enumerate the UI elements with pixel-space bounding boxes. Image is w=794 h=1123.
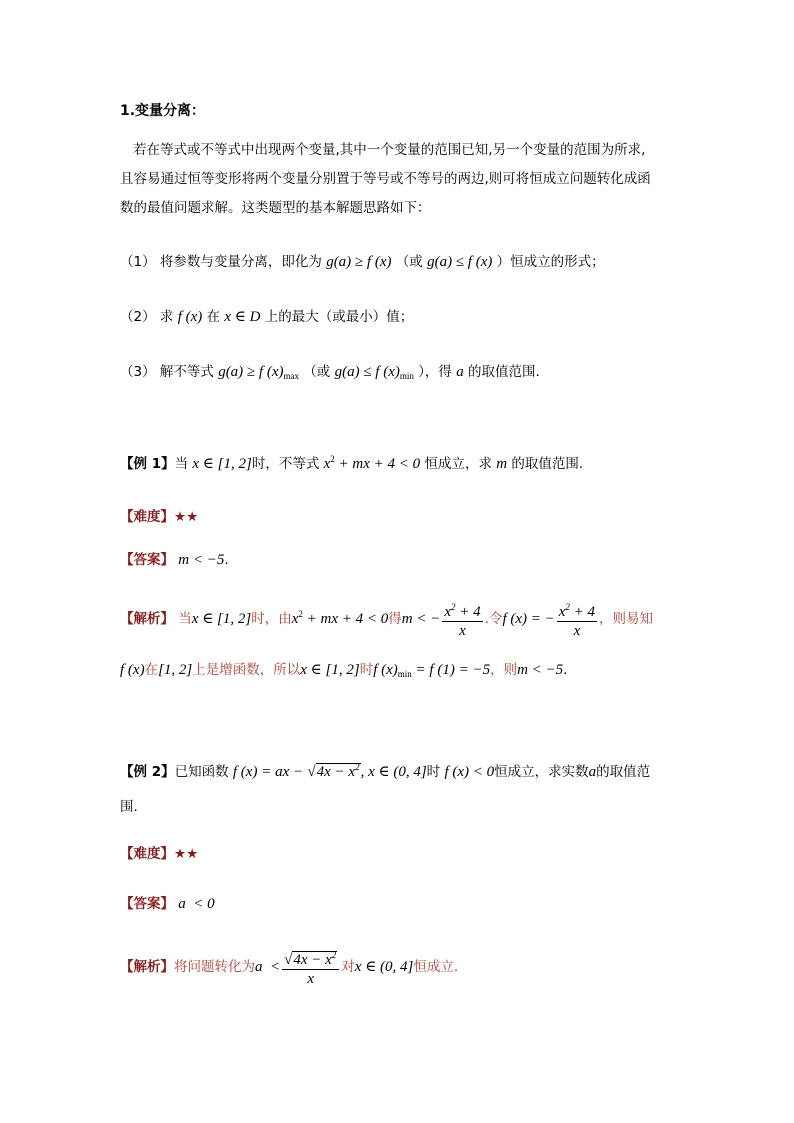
question-text: 时，不等式 — [251, 456, 320, 472]
example-2-analysis — [120, 946, 680, 988]
step-2-text: 上的最大（或最小）值； — [264, 309, 414, 325]
step-3-text: 解不等式 — [159, 364, 214, 380]
answer-value: a < 0 — [178, 896, 215, 912]
fraction-denominator: x — [573, 623, 581, 639]
analysis-math: f (x) = − — [502, 611, 555, 627]
example-2-difficulty — [120, 842, 680, 862]
question-text: 时 — [426, 764, 441, 780]
fraction-numerator: 4x − x — [293, 952, 332, 968]
question-text: 恒成立，求 — [424, 456, 492, 472]
step-3-math: g(a) ≤ f (x) — [334, 364, 400, 380]
radicand-text: 4x − x — [316, 764, 356, 780]
sqrt-sign-icon: √ — [284, 952, 293, 968]
question-text: 已知函数 — [174, 764, 229, 780]
analysis-math: x ∈ [1, 2] — [300, 662, 360, 678]
example-1-difficulty — [120, 505, 680, 525]
fraction-numerator: x — [558, 604, 566, 620]
answer-value: m < −5 — [178, 552, 225, 568]
fraction-denominator: x — [307, 971, 315, 987]
fraction-denominator: x — [459, 623, 466, 639]
analysis-text: 对 — [341, 959, 355, 975]
analysis-text: .令 — [484, 611, 503, 627]
step-3 — [120, 360, 680, 381]
intro-line-1: 若在等式或不等式中出现两个变量,其中一个变量的范围已知,另一个变量的范围为所求, — [133, 142, 646, 158]
step-3-subscript: max — [283, 371, 299, 381]
analysis-label: 【解析】 — [120, 611, 174, 627]
analysis-text: 时 — [359, 662, 374, 678]
superscript: 2 — [330, 454, 335, 464]
question-math: + mx + 4 < 0 — [334, 456, 421, 472]
analysis-math: m < −5 — [517, 662, 564, 678]
step-1-math: g(a) ≤ f (x) — [427, 254, 493, 270]
superscript: 2 — [451, 602, 456, 612]
example-2-answer — [120, 892, 680, 913]
analysis-label: 【解析】 — [120, 959, 174, 975]
question-math: m — [496, 456, 508, 472]
question-text: 的取值范围. — [511, 456, 584, 472]
question-text: 的取值范 — [596, 764, 651, 780]
analysis-math: x — [291, 611, 299, 627]
step-3-text: （或 — [303, 364, 331, 380]
step-1-math: g(a) ≥ f (x) — [326, 254, 392, 270]
superscript: 2 — [331, 950, 337, 960]
analysis-math: x ∈ [1, 2] — [191, 611, 252, 627]
step-1-text: 将参数与变量分离，即化为 — [159, 254, 322, 270]
step-1-text: （或 — [395, 254, 423, 270]
question-math: x ∈ [1, 2] — [192, 456, 252, 472]
step-1 — [120, 250, 680, 271]
question-text: 围. — [120, 799, 138, 815]
step-2-text: 在 — [206, 309, 221, 325]
analysis-text: 上是增函数，所以 — [192, 662, 301, 678]
step-1-number: （1） — [120, 254, 156, 270]
difficulty-stars-icon: ★★ — [174, 509, 199, 525]
analysis-math: = f (1) = −5 — [411, 662, 491, 678]
fraction — [282, 946, 339, 988]
answer-label: 【答案】 — [120, 552, 174, 568]
intro-line-3: 数的最值问题求解。这类题型的基本解题思路如下： — [120, 200, 431, 216]
analysis-math: f (x) — [373, 662, 398, 678]
fraction — [557, 598, 597, 640]
question-math: f (x) < 0 — [444, 764, 495, 780]
step-1-text: ）恒成立的形式； — [496, 254, 605, 270]
sqrt-radicand — [316, 763, 361, 780]
section-title: 1.变量分离： — [120, 103, 206, 119]
analysis-math: x ∈ (0, 4] — [354, 959, 414, 975]
step-3-math: g(a) ≥ f (x) — [218, 364, 284, 380]
step-3-text: ），得 — [418, 364, 452, 380]
difficulty-label: 【难度】 — [120, 846, 174, 862]
answer-tail: . — [224, 552, 229, 568]
example-1-label: 【例 1】 — [120, 456, 175, 472]
analysis-text: 在 — [144, 662, 159, 678]
intro-line-2: 且容易通过恒等变形将两个变量分别置于等号或不等号的两边,则可将恒成立问题转化成函 — [120, 171, 651, 187]
sqrt-sign-icon: √ — [307, 764, 316, 780]
step-3-number: （3） — [120, 364, 156, 380]
question-math: , x ∈ (0, 4] — [360, 764, 427, 780]
analysis-text: ，则 — [490, 662, 518, 678]
question-math: a — [588, 764, 597, 780]
analysis-text: 将问题转化为 — [174, 959, 255, 975]
example-1-analysis-line-1 — [120, 598, 680, 640]
analysis-math: [1, 2] — [158, 662, 193, 678]
step-2-math: f (x) — [177, 309, 203, 325]
example-1-question — [120, 452, 680, 473]
analysis-text: 当 — [178, 611, 192, 627]
answer-label: 【答案】 — [120, 896, 174, 912]
analysis-text: 得 — [388, 611, 402, 627]
analysis-math: m < − — [401, 611, 441, 627]
superscript: 2 — [298, 609, 303, 619]
step-2-math: x ∈ D — [224, 309, 261, 325]
fraction-numerator: x — [444, 604, 452, 620]
question-text: 恒成立，求实数 — [494, 764, 589, 780]
example-1-answer — [120, 548, 680, 569]
fraction — [442, 598, 482, 640]
step-2-number: （2） — [120, 309, 156, 325]
example-2-question — [120, 760, 680, 781]
difficulty-stars-icon: ★★ — [174, 846, 199, 862]
analysis-text: 恒成立. — [413, 959, 459, 975]
question-math: f (x) = ax − — [232, 764, 304, 780]
step-2-text: 求 — [159, 309, 174, 325]
analysis-text: ，则易知 — [599, 611, 654, 627]
example-1-analysis-line-2 — [120, 658, 680, 679]
subscript: min — [397, 669, 412, 679]
analysis-math: a < — [255, 959, 281, 975]
step-3-math: a — [456, 364, 464, 380]
superscript: 2 — [355, 762, 360, 772]
fraction-numerator: + 4 — [569, 604, 596, 620]
superscript: 2 — [565, 602, 570, 612]
question-text: 当 — [174, 456, 189, 472]
step-3-text: 的取值范围. — [468, 364, 540, 380]
difficulty-label: 【难度】 — [120, 509, 174, 525]
fraction-numerator: + 4 — [455, 604, 481, 620]
analysis-math: f (x) — [120, 662, 145, 678]
analysis-math: + mx + 4 < 0 — [302, 611, 389, 627]
example-2-question-wrap — [120, 795, 680, 815]
intro-paragraph — [120, 136, 680, 223]
analysis-text: 时，由 — [251, 611, 292, 627]
question-math: x — [323, 456, 331, 472]
step-2 — [120, 305, 680, 326]
analysis-text: . — [563, 662, 568, 678]
step-3-subscript: min — [399, 371, 414, 381]
example-2-label: 【例 2】 — [120, 764, 175, 780]
